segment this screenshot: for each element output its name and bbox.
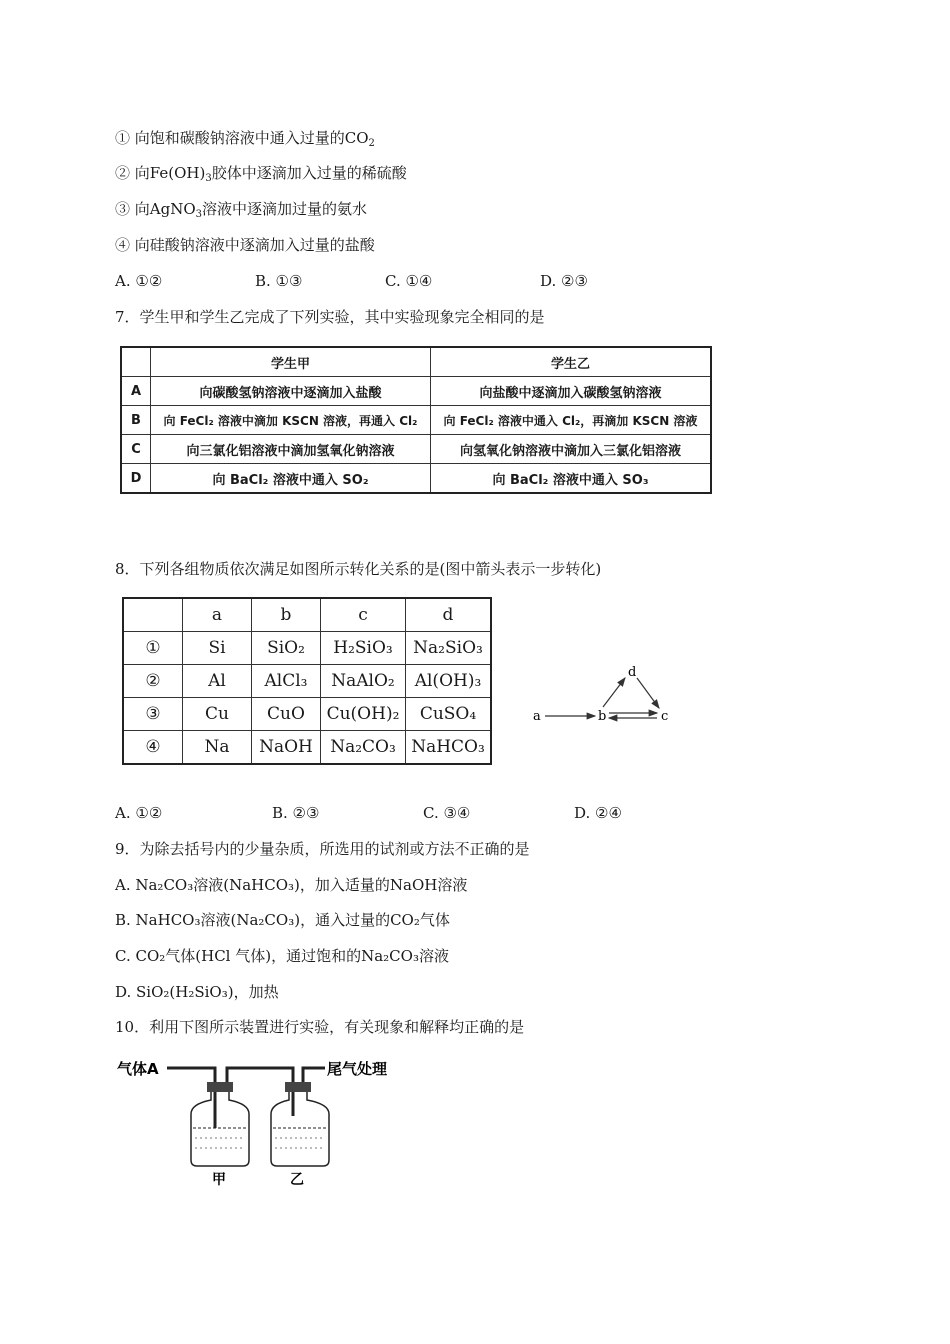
q6-item-1: ① 向饱和碳酸钠溶液中通入过量的$CO_2$	[115, 129, 375, 149]
q8-option-c: C. ③④	[423, 804, 471, 822]
table-row	[121, 347, 711, 377]
header-student-jia: 学生甲	[151, 347, 431, 377]
stopper-yi	[285, 1082, 311, 1092]
q6-item-3: ③ 向AgNO$_3$溶液中逐滴加过量的氨水	[115, 200, 368, 220]
q6-item-2: ② 向$Fe(OH)_3$胶体中逐滴加入过量的稀硫酸	[115, 164, 407, 184]
table-row: D 向 BaCl₂ 溶液中通入 SO₂ 向 BaCl₂ 溶液中通入 SO₃	[121, 464, 711, 494]
arrow-d-c	[637, 678, 659, 708]
q8-table	[122, 597, 492, 765]
bottle-yi	[271, 1092, 329, 1166]
gas-apparatus-diagram	[115, 1052, 405, 1187]
table-row: ② Al AlCl₃ NaAlO₂ Al(OH)₃	[123, 665, 491, 698]
table-row: ④ Na NaOH Na₂CO₃ NaHCO₃	[123, 731, 491, 765]
conversion-diagram	[525, 660, 685, 730]
stopper-jia	[207, 1082, 233, 1092]
bottle-yi-label: 乙	[290, 1172, 304, 1187]
node-d: d	[628, 665, 637, 680]
q6-option-c: C. ①④	[385, 272, 433, 290]
q8-option-d: D. ②④	[574, 804, 622, 822]
table-row: ③ Cu CuO Cu(OH)₂ CuSO₄	[123, 698, 491, 731]
q8-option-a: A. ①②	[115, 804, 163, 822]
q7-stem: 7．学生甲和学生乙完成了下列实验，其中实验现象完全相同的是	[115, 308, 545, 326]
table-row: B 向 FeCl₂ 溶液中滴加 KSCN 溶液，再通入 Cl₂ 向 FeCl₂ 溶液中通入 Cl₂，再滴加 KSCN 溶液	[121, 406, 711, 435]
table-row: A 向碳酸氢钠溶液中逐滴加入盐酸 向盐酸中逐滴加入碳酸氢钠溶液	[121, 377, 711, 406]
node-b: b	[598, 709, 607, 724]
q9-option-d: D. SiO₂(H₂SiO₃)，加热	[115, 983, 279, 1001]
bottle-jia-label: 甲	[212, 1172, 226, 1187]
q8-stem: 8．下列各组物质依次满足如图所示转化关系的是(图中箭头表示一步转化)	[115, 560, 602, 578]
header-student-yi: 学生乙	[430, 347, 711, 377]
table-row: C 向三氯化铝溶液中滴加氢氧化钠溶液 向氢氧化钠溶液中滴加入三氯化铝溶液	[121, 435, 711, 464]
bottle-jia	[191, 1092, 249, 1166]
q10-stem: 10．利用下图所示装置进行实验，有关现象和解释均正确的是	[115, 1018, 525, 1036]
node-a: a	[533, 709, 541, 724]
q8-option-b: B. ②③	[272, 804, 320, 822]
q9-option-b: B. NaHCO₃溶液(Na₂CO₃)，通入过量的CO₂气体	[115, 911, 450, 929]
q6-option-d: D. ②③	[540, 272, 588, 290]
q9-option-c: C. CO₂气体(HCl 气体)，通过饱和的Na₂CO₃溶液	[115, 947, 449, 965]
q6-item-4: ④ 向硅酸钠溶液中逐滴加入过量的盐酸	[115, 236, 375, 254]
q9-option-a: A. Na₂CO₃溶液(NaHCO₃)，加入适量的NaOH溶液	[115, 876, 468, 894]
q6-option-a: A. ①②	[115, 272, 163, 290]
tail-gas-label: 尾气处理	[327, 1060, 388, 1078]
node-c: c	[661, 709, 669, 724]
gas-a-label: 气体A	[117, 1060, 159, 1078]
connecting-tube	[227, 1068, 293, 1116]
q9-stem: 9．为除去括号内的少量杂质，所选用的试剂或方法不正确的是	[115, 840, 530, 858]
table-row: a b c d	[123, 598, 491, 632]
q7-table	[120, 346, 712, 494]
arrow-b-d	[603, 678, 625, 707]
table-row: ① Si SiO₂ H₂SiO₃ Na₂SiO₃	[123, 632, 491, 665]
q6-option-b: B. ①③	[255, 272, 303, 290]
